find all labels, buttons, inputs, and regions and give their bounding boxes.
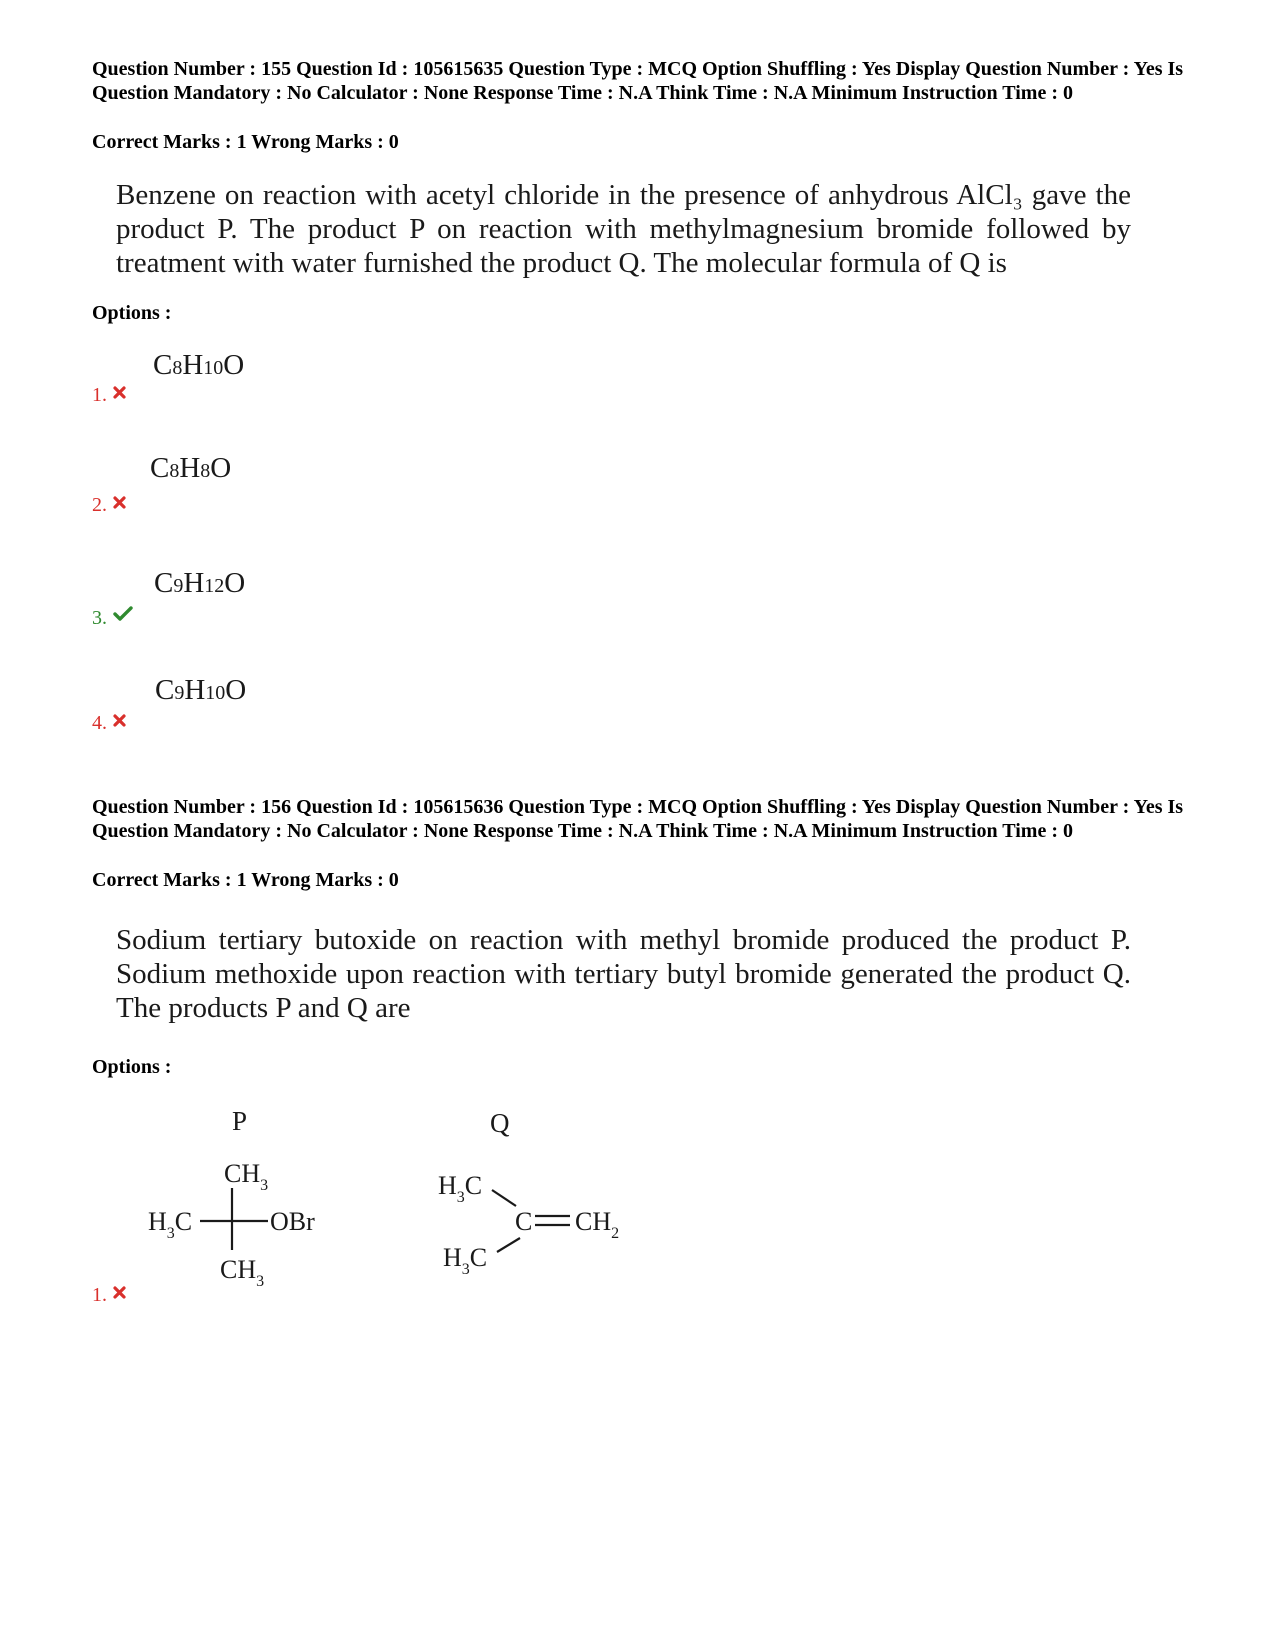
p-label: P [232,1106,248,1136]
svg-text:H3C: $H_3C$ [438,1171,483,1206]
svg-text:H3C: $H_3C$ [443,1243,488,1278]
cross-icon [113,492,126,515]
cross-icon [113,1282,126,1305]
question-meta: Question Number : 156 Question Id : 105615636 Question Type : MCQ Option Shuffling : Yes Display Question Number : Yes Is Question Mandatory : No Calculator : None Response Time : N.A Think Time : N.A Minimum Instruction Time : 0 [92,796,1184,842]
q-label: Q [490,1108,510,1138]
cross-icon [113,710,126,733]
question-marks: Correct Marks : 1 Wrong Marks : 0 [92,869,399,891]
option-number: 4. [92,710,126,735]
option-structure [140,1100,660,1290]
svg-text:OBr: OBr [270,1207,315,1236]
svg-text:C: C [515,1207,533,1236]
svg-text:CH3: $CH_3$ [224,1159,269,1194]
svg-text:CH3: $CH_3$ [220,1255,265,1290]
option-formula: C8H8O [150,452,232,484]
option-formula: C8H10O [153,349,245,381]
options-label: Options : [92,1056,172,1078]
cross-icon [113,382,126,405]
option-number: 1. [92,1282,126,1307]
question-text: Sodium tertiary butoxide on reaction with methyl bromide produced the product P. Sodium methoxide upon reaction with tertiary butyl bromide generated the product Q. The products P and Q are [116,924,1131,1024]
svg-text:H3C: $H_3C$ [148,1207,193,1242]
options-label: Options : [92,302,172,324]
option-formula: C9H10O [155,674,247,706]
question-meta: Question Number : 155 Question Id : 105615635 Question Type : MCQ Option Shuffling : Yes Display Question Number : Yes Is Question Mandatory : No Calculator : None Response Time : N.A Think Time : N.A Minimum Instruction Time : 0 [92,58,1184,104]
option-number: 1. [92,382,126,407]
structure-q [438,1171,619,1278]
option-formula: C9H12O [154,567,246,599]
svg-text:CH2: $CH_2$ [575,1207,620,1242]
check-icon [113,605,133,628]
question-text: Benzene on reaction with acetyl chloride in the presence of anhydrous AlCl₃ gave the product P. The product P on reaction with methylmagnesium bromide followed by treatment with water furnished the product Q. The molecular formula of Q is [116,179,1131,279]
option-number: 2. [92,492,126,517]
question-marks: Correct Marks : 1 Wrong Marks : 0 [92,131,399,153]
structure-p [148,1159,315,1290]
option-number: 3. [92,605,133,630]
